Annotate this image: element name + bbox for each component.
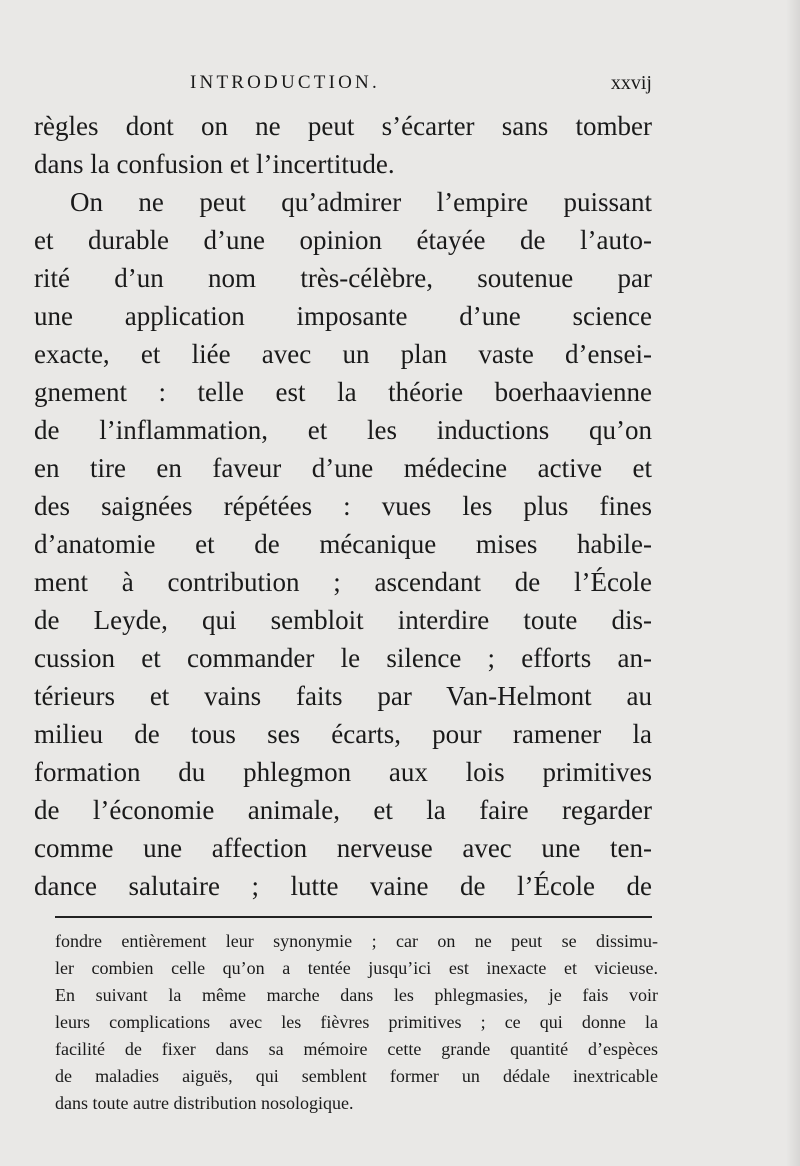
text-line: des saignées répétées : vues les plus fines [34, 491, 652, 521]
footnote-line: fondre entièrement leur synonymie ; car on ne peut se dissimu- [55, 931, 658, 951]
running-title: INTRODUCTION. [190, 72, 380, 93]
text-line: ment à contribution ; ascendant de l’École [34, 567, 652, 597]
text-line: térieurs et vains faits par Van-Helmont au [34, 681, 652, 711]
footnote-line: dans toute autre distribution nosologique. [55, 1093, 354, 1113]
text-line: en tire en faveur d’une médecine active et [34, 453, 652, 483]
footnote-line: leurs complications avec les fièvres primitives ; ce qui donne la [55, 1012, 658, 1032]
running-head [40, 72, 652, 102]
footnote-divider [55, 916, 652, 918]
footnote-line: facilité de fixer dans sa mémoire cette grande quantité d’espèces [55, 1039, 658, 1059]
text-line: formation du phlegmon aux lois primitives [34, 757, 652, 787]
text-line: de l’inflammation, et les inductions qu’on [34, 415, 652, 445]
text-line: rité d’un nom très-célèbre, soutenue par [34, 263, 652, 293]
text-line: de Leyde, qui sembloit interdire toute dis- [34, 605, 652, 635]
page-number: xxvij [610, 72, 652, 94]
text-line: exacte, et liée avec un plan vaste d’ensei- [34, 339, 652, 369]
footnote-line: En suivant la même marche dans les phlegmasies, je fais voir [55, 985, 658, 1005]
footnote [55, 928, 658, 1117]
text-line: dans la confusion et l’incertitude. [34, 149, 395, 179]
text-line: gnement : telle est la théorie boerhaavienne [34, 377, 652, 407]
text-line: règles dont on ne peut s’écarter sans tomber [34, 111, 652, 141]
paragraph-first-line: On ne peut qu’admirer l’empire puissant [70, 187, 652, 217]
footnote-line: de maladies aiguës, qui semblent former un dédale inextricable [55, 1066, 658, 1086]
text-line: de l’économie animale, et la faire regarder [34, 795, 652, 825]
text-line: d’anatomie et de mécanique mises habile- [34, 529, 652, 559]
main-text [34, 107, 652, 905]
text-line: dance salutaire ; lutte vaine de l’École de [34, 871, 652, 901]
text-line: cussion et commander le silence ; efforts an- [34, 643, 652, 673]
text-line: et durable d’une opinion étayée de l’auto- [34, 225, 652, 255]
text-line: une application imposante d’une science [34, 301, 652, 331]
text-line: milieu de tous ses écarts, pour ramener la [34, 719, 652, 749]
footnote-line: ler combien celle qu’on a tentée jusqu’ici est inexacte et vicieuse. [55, 958, 658, 978]
text-line: comme une affection nerveuse avec une ten- [34, 833, 652, 863]
